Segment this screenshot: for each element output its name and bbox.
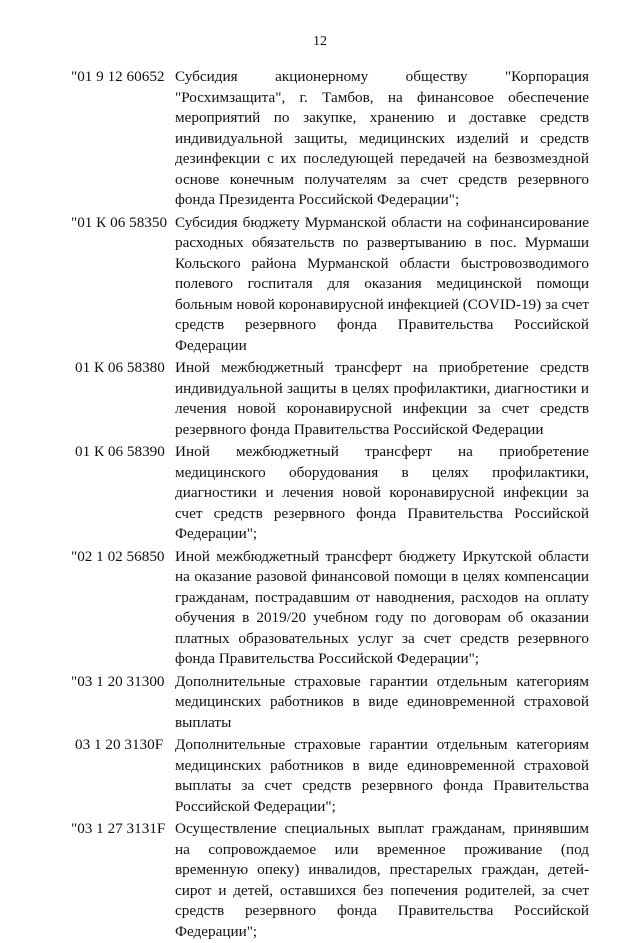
list-item <box>71 546 589 670</box>
code-description: Иной межбюджетный трансферт на приобретение медицинского оборудования в целях профилактики, диагностики и лечения новой коронавирусной инфекции за счет средств резервного фонда Правительства Российской Федерации"; <box>175 443 589 542</box>
budget-code: 01 К 06 58390 <box>75 443 165 460</box>
list-item <box>71 212 589 357</box>
budget-code: "03 1 27 3131F <box>71 820 166 837</box>
code-description: Дополнительные страховые гарантии отдельным категориям медицинских работников в виде единовременной страховой выплаты за счет средств резервного фонда Правительства Российской Федерации"; <box>175 736 589 815</box>
budget-code: "02 1 02 56850 <box>71 547 165 565</box>
list-item <box>71 734 589 817</box>
code-description: Дополнительные страховые гарантии отдельным категориям медицинских работников в виде единовременной страховой выплаты <box>175 672 589 731</box>
budget-code: 03 1 20 3130F <box>75 736 164 753</box>
list-item <box>71 357 589 440</box>
list-item <box>71 818 589 942</box>
list-item <box>71 66 589 211</box>
budget-code: 01 К 06 58380 <box>75 359 165 376</box>
page-number: 12 <box>313 34 327 49</box>
code-description: Иной межбюджетный трансферт бюджету Иркутской области на оказание разовой финансовой помощи в целях компенсации гражданам, пострадавшим от наводнения, расходов на оплату обучения в 2019/20 учебном году по договорам об оказании платных образовательных услуг за счет средств резервного фонда Правительства Российской Федерации"; <box>175 547 589 667</box>
code-description: Субсидия бюджету Мурманской области на софинансирование расходных обязательств по развертыванию в пос. Мурмаши Кольского района Мурманской области быстровозводимого полевого госпиталя для оказания медицинской помощи больным новой коронавирусной инфекцией (COVID-19) за счет средств резервного фонда Правительства Российской Федерации <box>175 213 589 354</box>
budget-code: "01 9 12 60652 <box>71 68 165 85</box>
code-description: Иной межбюджетный трансферт на приобретение средств индивидуальной защиты в целях профилактики, диагностики и лечения новой коронавирусной инфекции за счет средств резервного фонда Правительства Российской Федерации <box>175 359 589 438</box>
list-item <box>71 671 589 734</box>
budget-code: "01 К 06 58350 <box>71 213 168 231</box>
code-description: Субсидия акционерному обществу "Корпорация "Росхимзащита", г. Тамбов, на финансовое обеспечение мероприятий по закупке, хранению и доставке средств индивидуальной защиты, медицинских изделий и средств дезинфекции с их последующей передачей на безвозмездной основе конечным получателям за счет средств резервного фонда Президента Российской Федерации"; <box>175 68 589 208</box>
code-description: Осуществление специальных выплат гражданам, принявшим на сопровождаемое или временное проживание (под временную опеку) инвалидов, престарелых граждан, детей-сирот и детей, оставшихся без попечения родителей, за счет средств резервного фонда Правительства Российской Федерации"; <box>175 820 589 940</box>
budget-code: "03 1 20 31300 <box>71 672 165 690</box>
budget-code-list <box>71 66 589 943</box>
list-item <box>71 441 589 545</box>
